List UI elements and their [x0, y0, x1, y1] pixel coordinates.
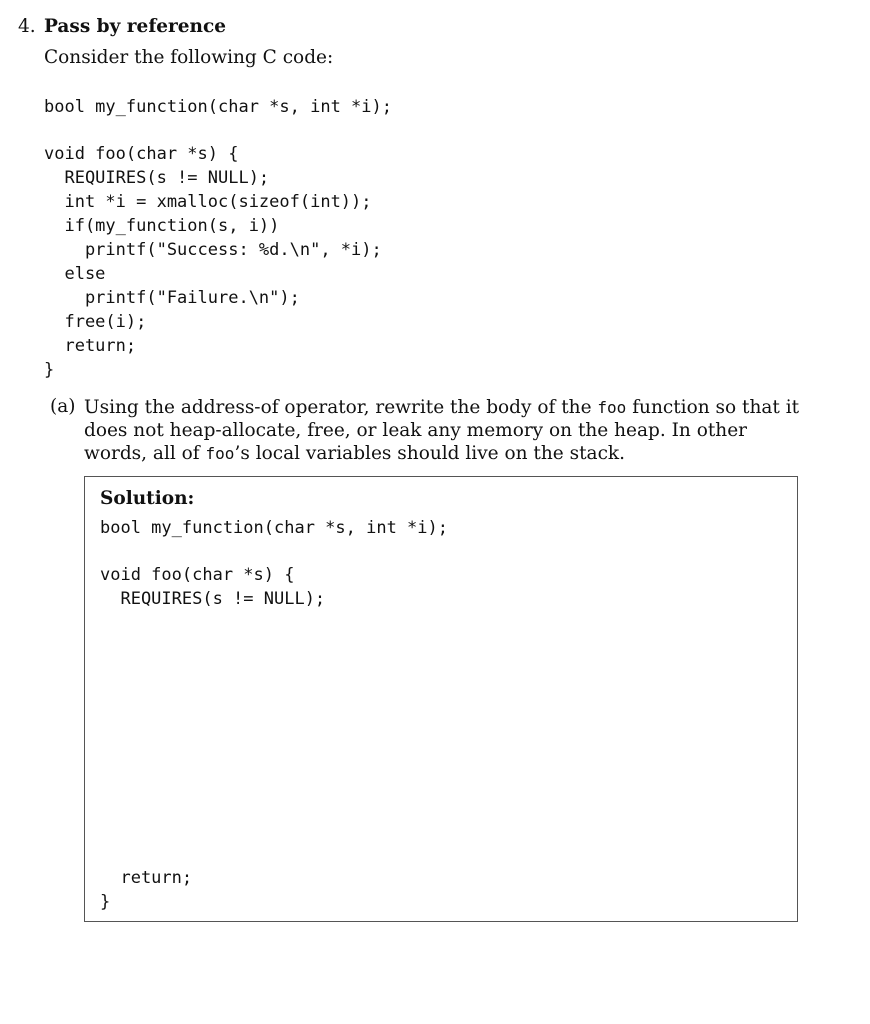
- part-a-text: [84, 396, 804, 465]
- code-line: }: [44, 360, 55, 380]
- question-intro: Consider the following C code:: [44, 47, 334, 68]
- part-a-text-3: ’s local variables should live on the stack.: [234, 443, 626, 464]
- solution-heading: Solution:: [100, 488, 195, 509]
- code-line: REQUIRES(s != NULL);: [44, 168, 270, 188]
- part-a-text-2: function so that it does not heap-allocate, free, or leak any memory on the heap. In other words, all of: [84, 397, 800, 464]
- code-block: [44, 142, 382, 382]
- part-a-text-1: Using the address-of operator, rewrite the body of the: [84, 397, 598, 418]
- code-line: if(my_function(s, i)): [44, 216, 280, 236]
- solution-code-line: void foo(char *s) {: [100, 565, 295, 585]
- solution-code-line: REQUIRES(s != NULL);: [100, 589, 326, 609]
- code-line: else: [44, 264, 106, 284]
- code-declaration: bool my_function(char *s, int *i);: [44, 97, 392, 117]
- question-number: 4.: [18, 16, 36, 37]
- solution-declaration: bool my_function(char *s, int *i);: [100, 518, 448, 538]
- question-title: Pass by reference: [44, 16, 227, 37]
- code-line: return;: [44, 336, 137, 356]
- code-line: void foo(char *s) {: [44, 144, 239, 164]
- solution-code-line: return;: [100, 868, 193, 888]
- part-a-label: (a): [50, 396, 76, 417]
- solution-code-end: [100, 866, 192, 914]
- code-line: printf("Failure.\n");: [44, 288, 300, 308]
- code-line: int *i = xmalloc(sizeof(int));: [44, 192, 372, 212]
- solution-code-start: [100, 563, 325, 611]
- code-line: free(i);: [44, 312, 147, 332]
- solution-box[interactable]: [84, 476, 798, 922]
- inline-code-foo: foo: [205, 444, 235, 463]
- code-line: printf("Success: %d.\n", *i);: [44, 240, 382, 260]
- inline-code-foo: foo: [597, 398, 627, 417]
- solution-code-line: }: [100, 892, 111, 912]
